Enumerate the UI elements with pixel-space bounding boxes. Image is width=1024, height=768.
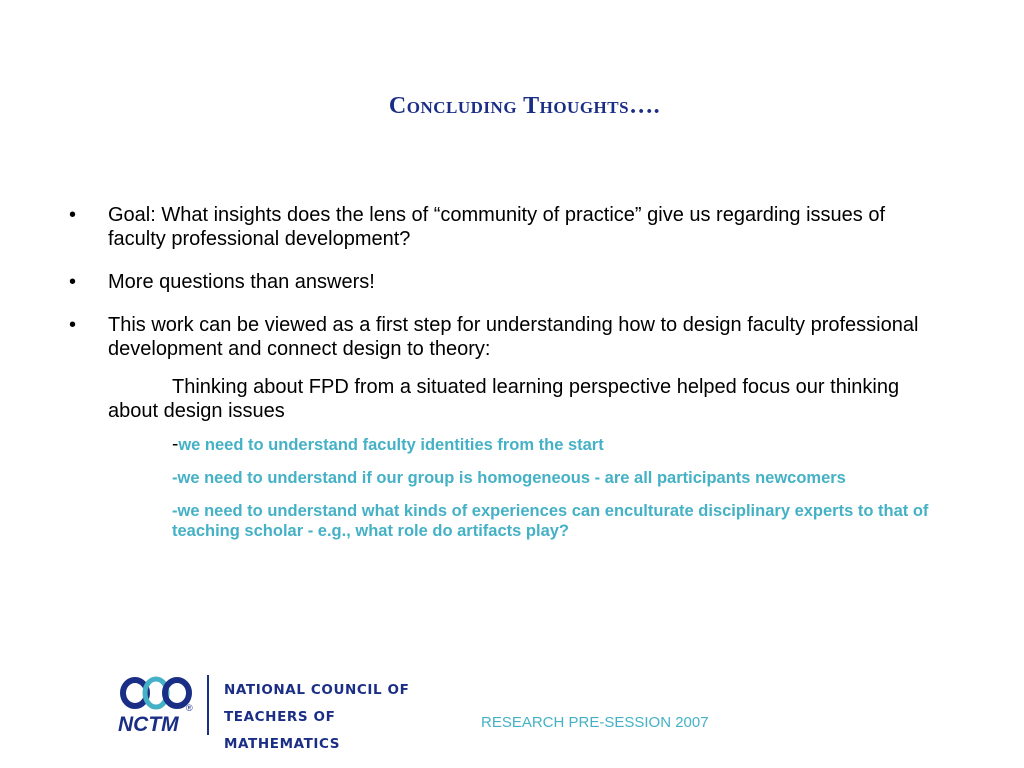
registered-mark: ® (186, 703, 193, 713)
situated-learning-paragraph: Thinking about FPD from a situated learning perspective helped focus our thinking about design issues (108, 376, 900, 422)
sub-point-enculturate: -we need to understand what kinds of experiences can enculturate disciplinary experts to that of teaching scholar - e.g., what role do artifacts play? (172, 502, 929, 540)
slide-title: Concluding Thoughts…. (388, 93, 661, 119)
nctm-logo-mark-icon (118, 673, 194, 735)
bullet-item-questions (66, 270, 936, 294)
logo-line-1: NATIONAL COUNCIL OF (224, 682, 410, 698)
bullet-text: Goal: What insights does the lens of “community of practice” give us regarding issues of faculty professional development? (108, 204, 886, 250)
event-label: RESEARCH PRE-SESSION 2007 (481, 714, 709, 731)
logo-line-2: TEACHERS OF MATHEMATICS (224, 709, 341, 752)
bullet-item-first-step (66, 313, 936, 361)
sub-point-dash: - (172, 434, 179, 455)
logo-abbr: NCTM (118, 713, 179, 735)
bullet-marker: • (69, 271, 77, 293)
logo-wordmark (224, 677, 448, 758)
bullet-marker: • (69, 204, 77, 226)
logo-divider (207, 675, 209, 735)
bullet-marker: • (69, 314, 77, 336)
bullet-text: This work can be viewed as a first step for understanding how to design faculty professional development and connect design to theory: (108, 314, 919, 360)
nctm-logo (118, 673, 448, 752)
bullet-item-goal (66, 203, 936, 251)
bullet-text: More questions than answers! (108, 271, 375, 293)
sub-point-text: we need to understand faculty identities from the start (178, 436, 604, 454)
sub-point-identities (172, 435, 936, 455)
slide-content (66, 203, 936, 541)
sub-point-homogeneous: -we need to understand if our group is homogeneous - are all participants newcomers (172, 469, 846, 487)
